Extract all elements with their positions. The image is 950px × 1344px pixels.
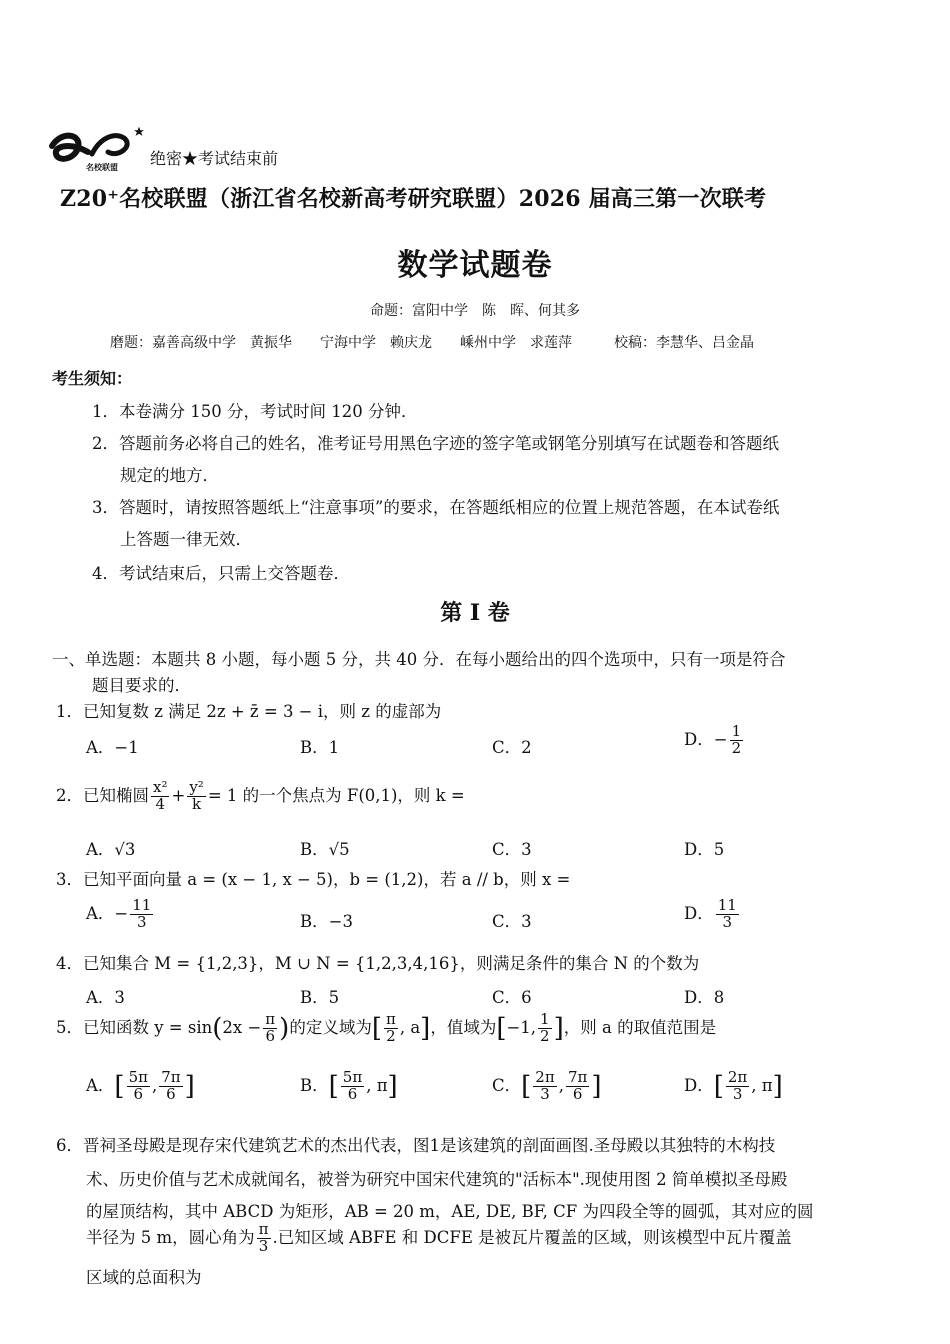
q2-option-c: C．3 [492, 840, 532, 859]
fraction [726, 1070, 749, 1103]
q5-neg1: −1, [506, 1017, 537, 1037]
q3-option-a-prefix: A．− [86, 903, 129, 923]
notice-item: 规定的地方． [120, 466, 219, 485]
notice-item: 4．考试结束后，只需上交答题卷． [92, 564, 350, 583]
notice-item: 2．答题前务必将自己的姓名，准考证号用黑色字迹的签字笔或钢笔分别填写在试题卷和答题纸 [92, 434, 779, 453]
fraction [187, 780, 206, 813]
notice-item: 1．本卷满分 150 分，考试时间 120 分钟． [92, 402, 418, 421]
numerator: x² [153, 778, 168, 796]
q5-pre: 5．已知函数 y = sin [56, 1017, 213, 1037]
fraction [730, 724, 744, 757]
numerator: 5π [342, 1068, 363, 1086]
bracket-open: [ [713, 1071, 724, 1102]
question-6-line: 区域的总面积为 [86, 1268, 202, 1287]
denominator: k [192, 794, 202, 813]
fraction [384, 1012, 398, 1045]
q2-option-d: D．5 [684, 840, 725, 859]
notice-item: 3．答题时，请按照答题纸上“注意事项”的要求，在答题纸相应的位置上规范答题，在本试卷纸 [92, 498, 780, 517]
option-letter: A． [86, 1075, 115, 1095]
notice-heading: 考生须知： [52, 369, 133, 388]
question-2-stem [56, 780, 465, 813]
option-letter: B． [300, 1075, 329, 1095]
bracket-open: [ [114, 1071, 125, 1102]
denominator: 3 [732, 1084, 743, 1103]
reviewers-line: 磨题：嘉善高级中学 黄振华 宁海中学 赖庆龙 嵊州中学 求莲萍 校稿：李慧华、吕金晶 [110, 335, 754, 351]
bracket-open: [ [371, 1013, 382, 1044]
numerator: 1 [540, 1010, 550, 1028]
bracket-close: ] [591, 1071, 602, 1102]
confidential-label: 绝密★考试结束前 [150, 149, 279, 168]
numerator: 11 [717, 896, 737, 914]
question-6-line: 的屋顶结构，其中 ABCD 为矩形，AB = 20 m，AE, DE, BF, CF 为四段全等的圆弧，其对应的圆 [86, 1202, 814, 1221]
denominator: 3 [540, 1084, 550, 1103]
q5-mid: 的定义域为 [289, 1017, 372, 1037]
q5-inner: 2x − [222, 1017, 262, 1037]
bracket-close: ] [553, 1013, 564, 1044]
bracket-close: ] [420, 1013, 431, 1044]
bracket-close: ] [184, 1071, 195, 1102]
q3-option-d-prefix: D． [684, 903, 714, 923]
q5-d-tail: , π [751, 1075, 773, 1095]
school-league-logo [48, 124, 150, 176]
q2-post: = 1 的一个焦点为 F(0,1)，则 k = [207, 785, 465, 805]
paren-close: ) [279, 1013, 290, 1044]
denominator: 3 [722, 912, 733, 931]
q2-option-a: A．√3 [86, 840, 136, 859]
bracket-close: ] [772, 1071, 783, 1102]
question-3-stem: 3．已知平面向量 a = (x − 1, x − 5)，b = (1,2)，若 a // b，则 x = [56, 870, 571, 889]
q3-option-d [684, 898, 741, 931]
q2-option-b: B．√5 [300, 840, 350, 859]
authors-line: 命题：富阳中学 陈 晖、何其多 [370, 303, 580, 319]
q4-option-a: A．3 [86, 988, 125, 1007]
bracket-open: [ [521, 1071, 532, 1102]
q3-option-a [86, 898, 155, 931]
fraction [263, 1012, 277, 1045]
fraction [130, 898, 153, 931]
option-letter: C． [492, 1075, 522, 1095]
bracket-close: ] [387, 1071, 398, 1102]
q6-l4a: 半径为 5 m，圆心角为 [86, 1227, 255, 1247]
option-letter: D． [684, 1075, 714, 1095]
fraction [716, 898, 739, 931]
fraction [159, 1070, 182, 1103]
q4-option-d: D．8 [684, 988, 725, 1007]
q1-option-c: C．2 [492, 738, 532, 757]
logo-text: 名校联盟 [86, 162, 118, 172]
bracket-open: [ [496, 1013, 507, 1044]
q1-option-d [684, 724, 745, 757]
q5-option-b [300, 1070, 398, 1103]
question-6-line: 术、历史价值与艺术成就闻名，被誉为研究中国宋代建筑的"活标本".现使用图 2 简单模拟圣母殿 [86, 1170, 788, 1189]
fraction [533, 1070, 556, 1103]
q1-option-d-prefix: D．− [684, 729, 728, 749]
question-5-stem [56, 1012, 716, 1045]
q5-b-tail: , π [366, 1075, 388, 1095]
denominator: 6 [265, 1026, 275, 1045]
question-6-line [86, 1222, 792, 1255]
numerator: π [258, 1220, 269, 1238]
q4-option-c: C．6 [492, 988, 532, 1007]
q5-mid2: ，值域为 [430, 1017, 497, 1037]
fraction [341, 1070, 364, 1103]
section-instructions: 一、单选题：本题共 8 小题，每小题 5 分，共 40 分．在每小题给出的四个选项中，只有一项是符合 [52, 650, 786, 669]
denominator: 3 [258, 1236, 269, 1255]
q1-option-a: A．−1 [86, 738, 139, 757]
q5-post: ，则 a 的取值范围是 [563, 1017, 717, 1037]
question-4-stem: 4．已知集合 M = {1,2,3}，M ∪ N = {1,2,3,4,16}，则满足条件的集合 N 的个数为 [56, 954, 700, 973]
numerator: 11 [132, 896, 152, 914]
denominator: 4 [155, 794, 166, 813]
denominator: 6 [572, 1084, 583, 1103]
q5-a: , a [399, 1017, 421, 1037]
fraction [257, 1222, 271, 1255]
numerator: 1 [731, 722, 742, 740]
volume-title: 第 I 卷 [440, 600, 510, 626]
section-instructions-cont: 题目要求的． [92, 676, 191, 695]
q3-option-b: B．−3 [300, 912, 353, 931]
denominator: 2 [540, 1026, 550, 1045]
q5-option-d [684, 1070, 783, 1103]
numerator: 7π [567, 1068, 588, 1086]
fraction [151, 780, 169, 813]
question-1-stem: 1．已知复数 z 满足 2z + z̄ = 3 − i，则 z 的虚部为 [56, 702, 442, 721]
q5-option-a: A．[ $\frac{5\pi}{6}$ , $\frac{7\pi}{6}$ ] [86, 1068, 195, 1103]
q2-pre: 2．已知椭圆 [56, 785, 149, 805]
q4-option-b: B．5 [300, 988, 340, 1007]
numerator: π [385, 1010, 396, 1028]
denominator: 6 [166, 1084, 176, 1103]
numerator: 7π [161, 1068, 181, 1086]
question-6-line: 6．晋祠圣母殿是现存宋代建筑艺术的杰出代表，图1是该建筑的剖面画图.圣母殿以其独特的木构技 [56, 1136, 776, 1155]
numerator: 2π [727, 1068, 748, 1086]
exam-header: Z20⁺名校联盟（浙江省名校新高考研究联盟）2026 届高三第一次联考 [60, 186, 767, 212]
denominator: 3 [137, 912, 147, 931]
numerator: y² [189, 778, 204, 796]
paren-open: ( [212, 1013, 223, 1044]
denominator: 2 [731, 738, 742, 757]
numerator: 5π [128, 1068, 148, 1086]
bracket-open: [ [328, 1071, 339, 1102]
q5-option-c: C．[ $\frac{2\pi}{3}$ , $\frac{7\pi}{6}$ ] [492, 1068, 602, 1103]
fraction [566, 1070, 589, 1103]
numerator: 2π [535, 1068, 555, 1086]
fraction [127, 1070, 150, 1103]
notice-item: 上答题一律无效． [120, 530, 252, 549]
denominator: 6 [133, 1084, 144, 1103]
q1-option-b: B．1 [300, 738, 340, 757]
plus-sign: + [171, 785, 186, 805]
page-title: 数学试题卷 [397, 248, 553, 283]
numerator: π [265, 1010, 276, 1028]
q3-option-c: C．3 [492, 912, 532, 931]
denominator: 6 [347, 1084, 358, 1103]
fraction [538, 1012, 552, 1045]
denominator: 2 [386, 1026, 396, 1045]
q6-l4b: .已知区域 ABFE 和 DCFE 是被瓦片覆盖的区域，则该模型中瓦片覆盖 [272, 1227, 792, 1247]
